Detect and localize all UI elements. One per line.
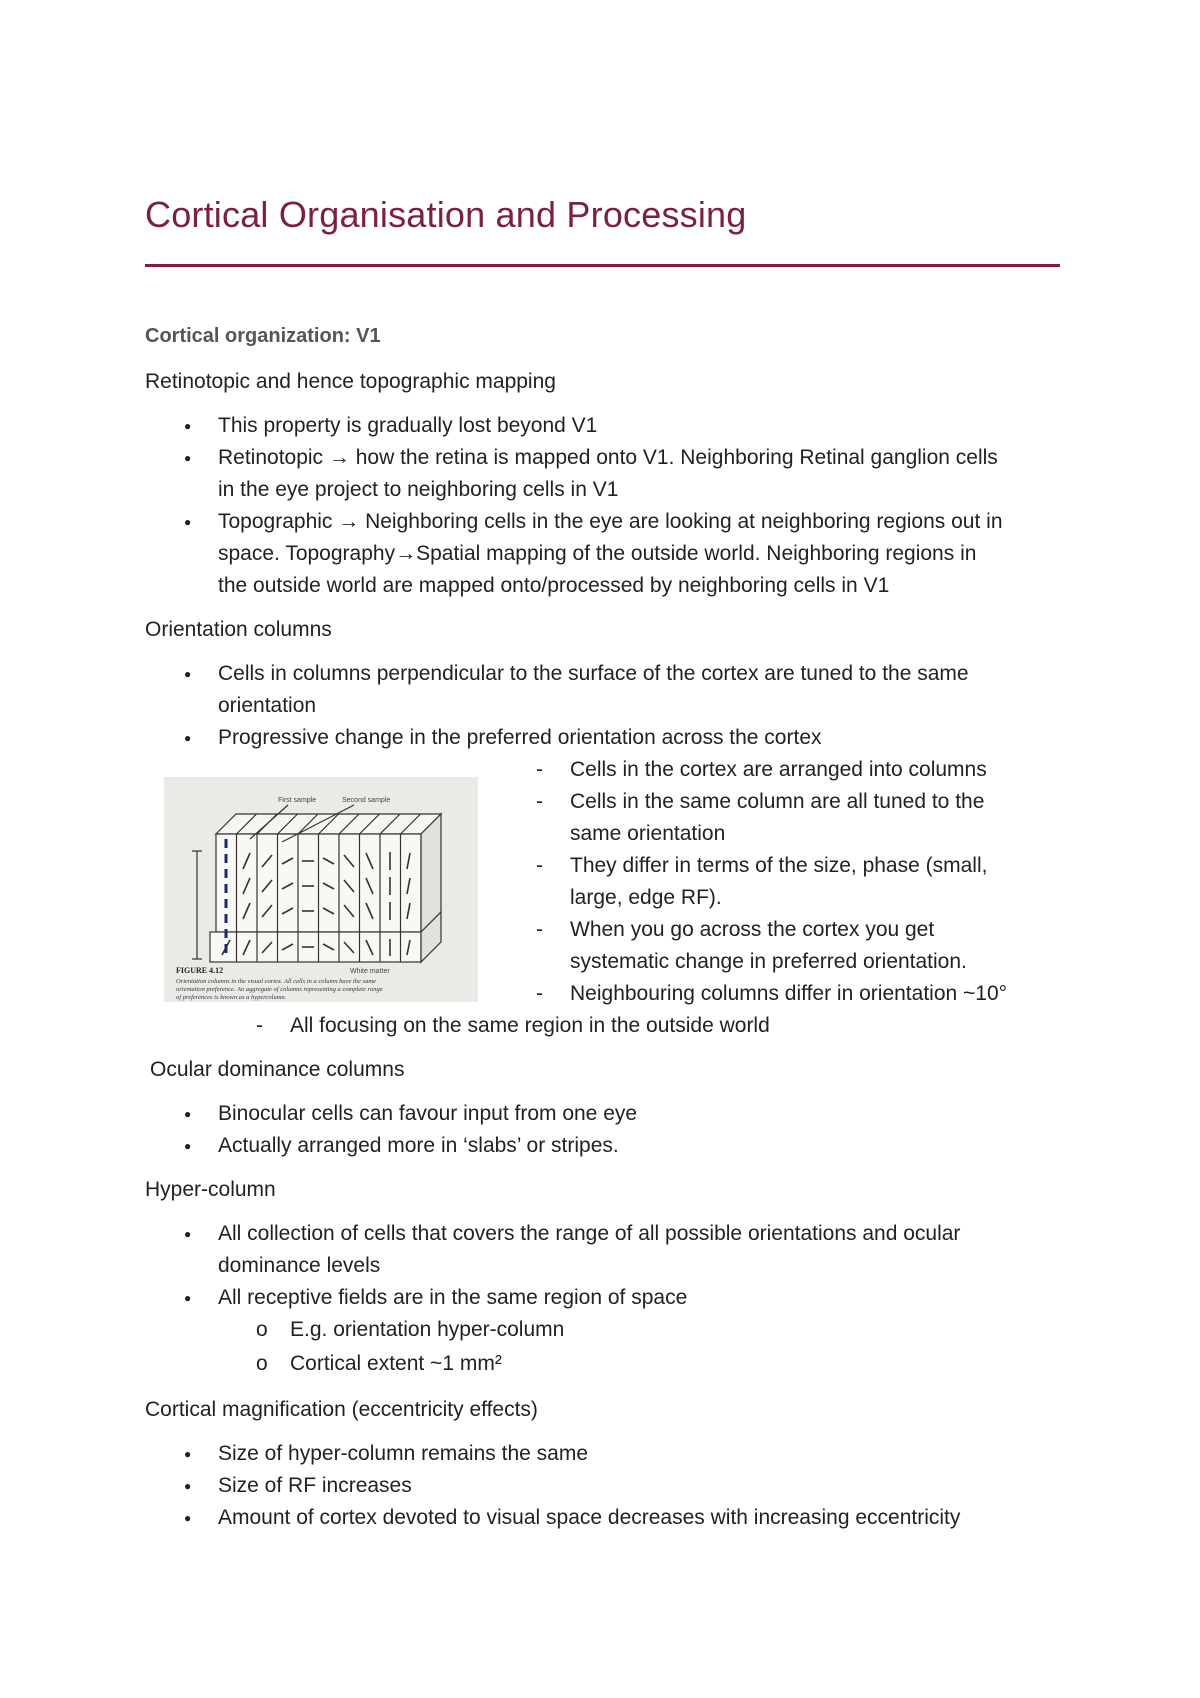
hypercolumn-bullet-1: All collection of cells that covers the range of all possible orientations and ocular <box>218 1222 961 1245</box>
orientation-dash-2: Cells in the same column are all tuned to the <box>570 790 985 813</box>
figure-caption-line-1: Orientation columns in the visual cortex. All cells in a column have the same <box>176 978 376 985</box>
figure-caption-title: FIGURE 4.12 <box>176 966 224 975</box>
hypercolumn-sub-bullet-1: E.g. orientation hyper-column <box>290 1318 565 1341</box>
second-sample-label: Second sample <box>342 797 391 804</box>
topographic-bullet-cont-2: the outside world are mapped onto/processed by neighboring cells in V1 <box>218 574 890 597</box>
hypercolumn-diagram <box>164 777 478 1002</box>
bullet-icon: ● <box>184 515 192 529</box>
dash-marker: - <box>256 1014 263 1037</box>
orientation-bullet-2: Progressive change in the preferred orientation across the cortex <box>218 726 822 749</box>
white-matter-label: White matter <box>350 968 390 975</box>
bullet-icon: ● <box>184 1107 192 1121</box>
dash-marker: - <box>536 918 543 941</box>
bullet-icon: ● <box>184 1227 192 1241</box>
figure-caption-line-3: of preferences is known as a hypercolumn. <box>176 994 287 1001</box>
page-title: Cortical Organisation and Processing <box>145 194 747 235</box>
bullet-icon: ● <box>184 1139 192 1153</box>
ocular-bullet-2: Actually arranged more in ‘slabs’ or stripes. <box>218 1134 619 1157</box>
dash-marker: - <box>536 854 543 877</box>
orientation-dash-3: They differ in terms of the size, phase (small, <box>570 854 988 877</box>
bullet-icon: ● <box>184 451 192 465</box>
orientation-dash-4-cont: systematic change in preferred orientation. <box>570 950 967 973</box>
magnification-heading: Cortical magnification (eccentricity effects) <box>145 1398 538 1421</box>
orientation-dash-2-cont: same orientation <box>570 822 726 845</box>
circle-bullet-icon: o <box>256 1318 268 1341</box>
orientation-columns-figure <box>164 777 478 1002</box>
hypercolumn-bullet-1-cont: dominance levels <box>218 1254 381 1277</box>
orientation-dash-3-cont: large, edge RF). <box>570 886 722 909</box>
bullet-icon: ● <box>184 1479 192 1493</box>
dash-marker: - <box>536 982 543 1005</box>
hypercolumn-bullet-2: All receptive fields are in the same region of space <box>218 1286 688 1309</box>
circle-bullet-icon: o <box>256 1352 268 1375</box>
retinotopic-bullet-2-cont: in the eye project to neighboring cells in V1 <box>218 478 619 501</box>
magnification-bullet-3: Amount of cortex devoted to visual space decreases with increasing eccentricity <box>218 1506 961 1529</box>
orientation-bullet-1-cont: orientation <box>218 694 317 717</box>
topographic-bullet-cont-1: space. Topography→Spatial mapping of the outside world. Neighboring regions in <box>218 542 977 565</box>
orientation-bullet-1: Cells in columns perpendicular to the surface of the cortex are tuned to the same <box>218 662 969 685</box>
figure-caption-line-2: orientation preference. An aggregate of columns representing a complete range <box>176 986 383 993</box>
title-divider <box>145 264 1060 267</box>
retinotopic-bullet-2: Retinotopic → how the retina is mapped onto V1. Neighboring Retinal ganglion cells <box>218 446 998 469</box>
topographic-bullet: Topographic → Neighboring cells in the eye are looking at neighboring regions out in <box>218 510 1003 533</box>
dash-marker: - <box>536 758 543 781</box>
orientation-dash-6: All focusing on the same region in the outside world <box>290 1014 770 1037</box>
bullet-icon: ● <box>184 731 192 745</box>
orientation-dash-4: When you go across the cortex you get <box>570 918 935 941</box>
magnification-bullet-1: Size of hyper-column remains the same <box>218 1442 588 1465</box>
bullet-icon: ● <box>184 1291 192 1305</box>
orientation-dash-5: Neighbouring columns differ in orientation ~10° <box>570 982 1008 1005</box>
bullet-icon: ● <box>184 1447 192 1461</box>
hypercolumn-heading: Hyper-column <box>145 1178 276 1201</box>
section-subheading: Cortical organization: V1 <box>145 325 381 347</box>
dash-marker: - <box>536 790 543 813</box>
retinotopic-heading: Retinotopic and hence topographic mapping <box>145 370 556 393</box>
bullet-icon: ● <box>184 419 192 433</box>
hypercolumn-sub-bullet-2: Cortical extent ~1 mm² <box>290 1352 502 1375</box>
retinotopic-bullet-1: This property is gradually lost beyond V1 <box>218 414 598 437</box>
ocular-bullet-1: Binocular cells can favour input from one eye <box>218 1102 638 1125</box>
first-sample-label: First sample <box>278 797 317 804</box>
orientation-dash-1: Cells in the cortex are arranged into columns <box>570 758 987 781</box>
ocular-heading: Ocular dominance columns <box>150 1058 405 1081</box>
bullet-icon: ● <box>184 1511 192 1525</box>
magnification-bullet-2: Size of RF increases <box>218 1474 412 1497</box>
orientation-heading: Orientation columns <box>145 618 332 641</box>
bullet-icon: ● <box>184 667 192 681</box>
